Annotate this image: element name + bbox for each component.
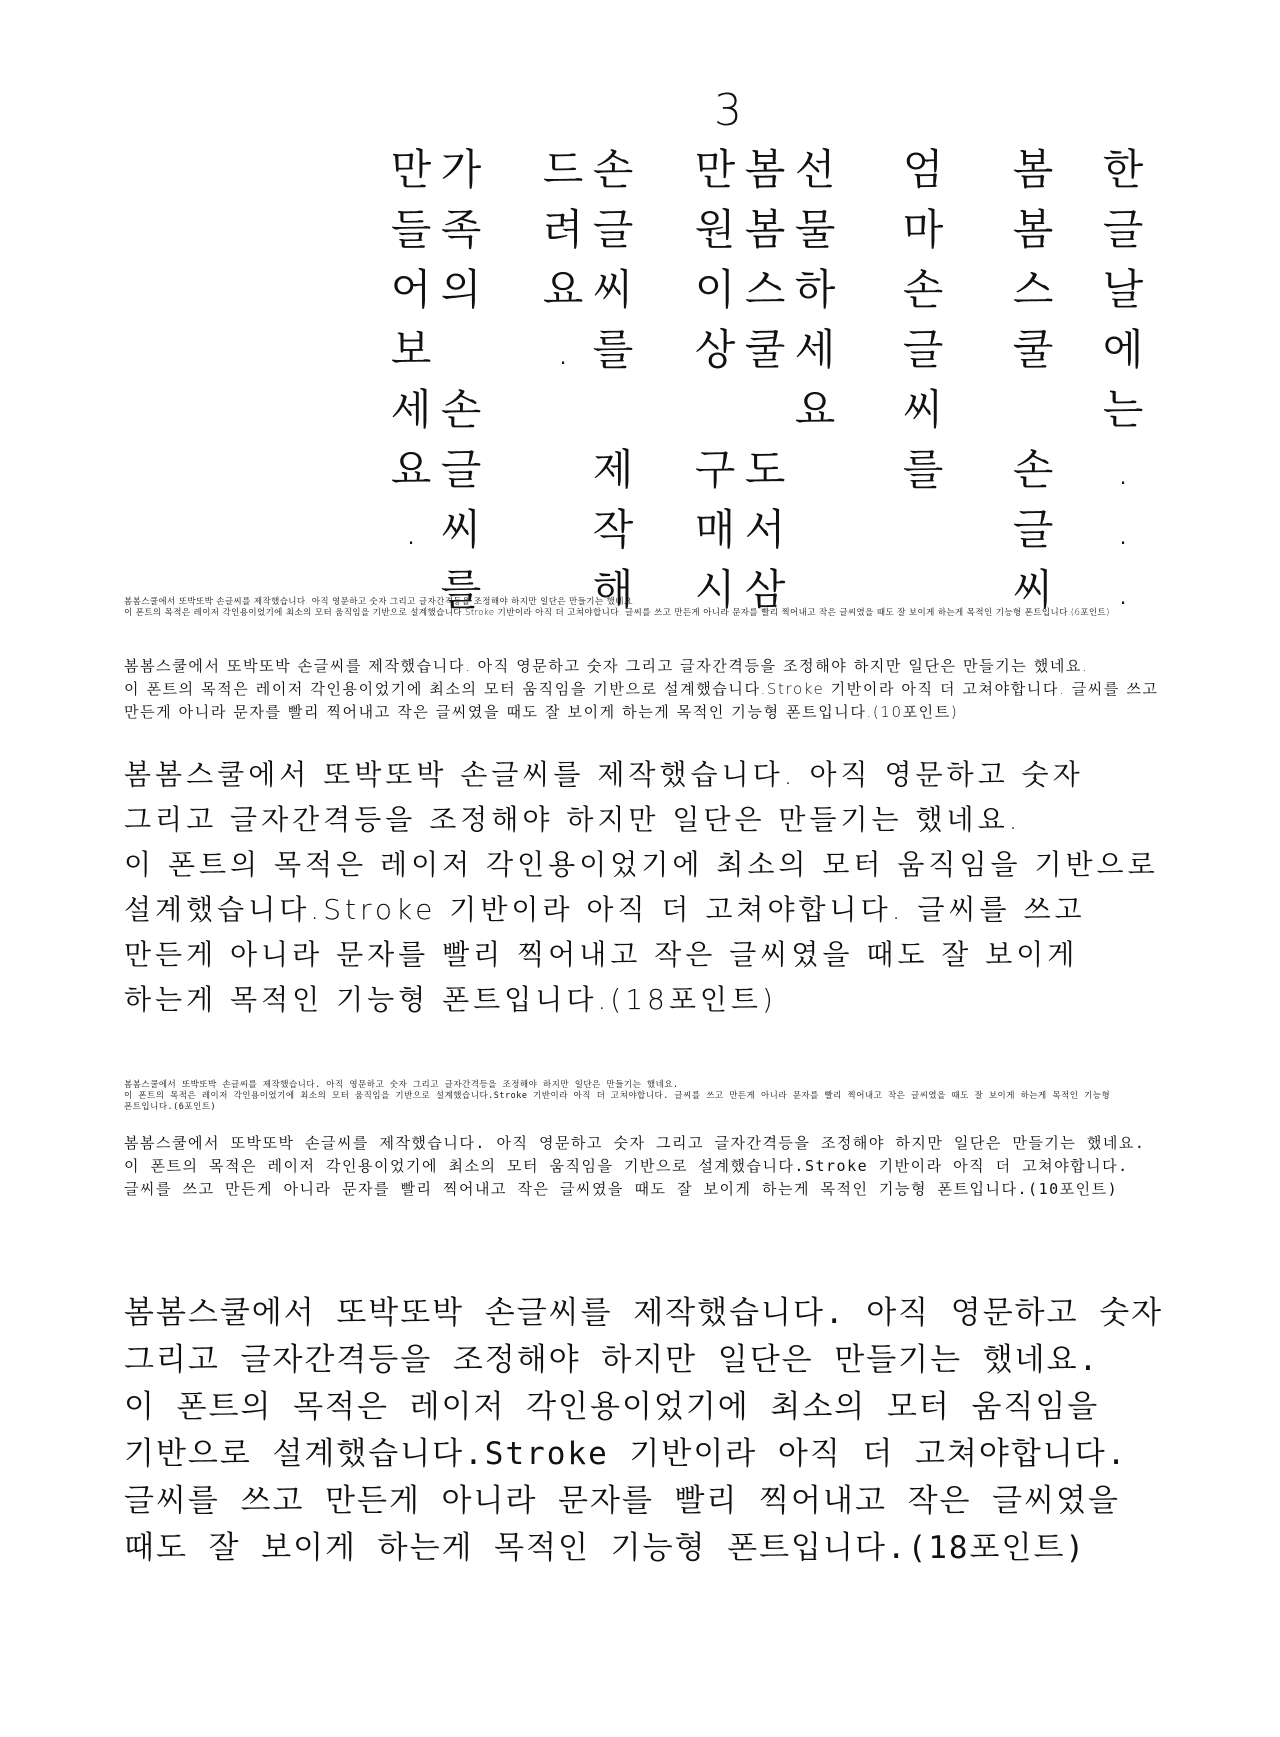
vertical-char: 손 (592, 145, 634, 194)
vertical-char: 를 (440, 565, 482, 614)
vertical-char: 시 (694, 565, 736, 614)
vertical-char: 상 (694, 325, 736, 374)
vertical-char: 만 (390, 145, 432, 194)
vertical-column (536, 140, 590, 380)
sample-10pt-light (124, 655, 1164, 724)
sample-6pt-mono (124, 1080, 1164, 1113)
vertical-char: 글 (1012, 505, 1054, 554)
sample-line: 봄봄스쿨에서 또박또박 손글씨를 제작했습니다. 아직 영문하고 숫자 그리고 글자간격등을 조정해야 하지만 일단은 만들기는 했네요. (124, 597, 636, 607)
vertical-char: 씨 (592, 265, 634, 314)
sample-line: 봄봄스쿨에서 또박또박 손글씨를 제작했습니다. 아직 영문하고 숫자 그리고 글자간격등을 조정해야 하지만 일단은 만들기는 했네요. (124, 657, 1089, 675)
vertical-char: 선 (794, 145, 836, 194)
vertical-char: 의 (440, 265, 482, 314)
vertical-column (1096, 140, 1150, 620)
sample-line: 봄봄스쿨에서 또박또박 손글씨를 제작했습니다. 아직 영문하고 숫자 그리고 글자간격등을 조정해야 하지만 일단은 만들기는 했네요. (124, 1134, 1146, 1152)
vertical-char: 세 (794, 325, 836, 374)
vertical-char: 손 (440, 385, 482, 434)
vertical-char: 족 (440, 205, 482, 254)
vertical-char: 들 (390, 205, 432, 254)
sample-line: 이 폰트의 목적은 레이저 각인용이었기에 최소의 모터 움직임을 기반으로 설계했습니다.Stroke 기반이라 아직 더 고쳐야합니다. 글씨를 쓰고 만든게 아니라 문자를 빨리 찍어내고 작은 글씨였을 때도 잘 보이게 하는게 목적인 기능형 폰트입니다.(10포인트) (124, 1157, 1129, 1198)
vertical-char: 봄 (1012, 145, 1054, 194)
vertical-char: 에 (1102, 325, 1144, 374)
vertical-char: . (1116, 445, 1130, 494)
vertical-char: 삼 (744, 565, 786, 614)
vertical-column (896, 140, 950, 500)
vertical-char: 글 (592, 205, 634, 254)
vertical-char: 손 (1012, 445, 1054, 494)
sample-6pt-light (124, 597, 1164, 619)
sample-line: 이 폰트의 목적은 레이저 각인용이었기에 최소의 모터 움직임을 기반으로 설계했습니다.Stroke 기반이라 아직 더 고쳐야합니다. 글씨를 쓰고 만든게 아니라 문자를 빨리 찍어내고 작은 글씨였을 때도 잘 보이게 하는게 목적인 기능형 폰트입니다.(18포인트) (124, 1389, 1128, 1566)
vertical-char: . (404, 505, 418, 554)
vertical-char: 씨 (1012, 565, 1054, 614)
vertical-char: 스 (1012, 265, 1054, 314)
vertical-char: 엄 (902, 145, 944, 194)
vertical-char: 씨 (902, 385, 944, 434)
vertical-char: 요 (542, 265, 584, 314)
vertical-column (788, 140, 842, 440)
vertical-char: 작 (592, 505, 634, 554)
vertical-column (1006, 140, 1060, 620)
vertical-char (606, 380, 619, 440)
vertical-char: 글 (1102, 205, 1144, 254)
sample-10pt-mono (124, 1132, 1164, 1201)
sample-line: 이 폰트의 목적은 레이저 각인용이었기에 최소의 모터 움직임을 기반으로 설계했습니다.Stroke 기반이라 아직 더 고쳐야합니다. 글씨를 쓰고 만든게 아니라 문자를 빨리 찍어내고 작은 글씨였을 때도 잘 보이게 하는게 목적인 기능형 폰트입니다.(18포인트) (124, 848, 1159, 1016)
vertical-char: 구 (694, 445, 736, 494)
vertical-char: 는 (1102, 385, 1144, 434)
vertical-char (1026, 380, 1039, 440)
vertical-char: 글 (440, 445, 482, 494)
sample-line: 이 폰트의 목적은 레이저 각인용이었기에 최소의 모터 움직임을 기반으로 설계했습니다.Stroke 기반이라 아직 더 고쳐야합니다. 글씨를 쓰고 만든게 아니라 문자를 빨리 찍어내고 작은 글씨였을 때도 잘 보이게 하는게 목적인 기능형 폰트입니다.(10포인트) (124, 680, 1159, 721)
vertical-char: . (1116, 505, 1130, 554)
vertical-char: 요 (794, 385, 836, 434)
vertical-char (454, 320, 467, 380)
vertical-char: 어 (390, 265, 432, 314)
vertical-char: 를 (902, 445, 944, 494)
vertical-char: 매 (694, 505, 736, 554)
sample-line: 봄봄스쿨에서 또박또박 손글씨를 제작했습니다. 아직 영문하고 숫자 그리고 글자간격등을 조정해야 하지만 일단은 만들기는 했네요. (124, 758, 1084, 836)
vertical-char: 봄 (744, 145, 786, 194)
vertical-column (434, 140, 488, 620)
sample-line: 봄봄스쿨에서 또박또박 손글씨를 제작했습니다. 아직 영문하고 숫자 그리고 글자간격등을 조정해야 하지만 일단은 만들기는 했네요. (124, 1295, 1164, 1378)
vertical-char: . (556, 325, 570, 374)
sample-line: 이 폰트의 목적은 레이저 각인용이었기에 최소의 모터 움직임을 기반으로 설계했습니다.Stroke 기반이라 아직 더 고쳐야합니다. 글씨를 쓰고 만든게 아니라 문자를 빨리 찍어내고 작은 글씨였을 때도 잘 보이게 하는게 목적인 기능형 폰트입니다.(6포인트) (124, 608, 1110, 618)
vertical-char: 제 (592, 445, 634, 494)
vertical-char: 한 (1102, 145, 1144, 194)
vertical-char: 하 (794, 265, 836, 314)
sample-line: 이 폰트의 목적은 레이저 각인용이었기에 최소의 모터 움직임을 기반으로 설계했습니다.Stroke 기반이라 아직 더 고쳐야합니다. 글씨를 쓰고 만든게 아니라 문자를 빨리 찍어내고 작은 글씨였을 때도 잘 보이게 하는게 목적인 기능형 폰트입니다.(6포인트) (124, 1091, 1111, 1112)
vertical-char: 도 (744, 445, 786, 494)
vertical-char: 물 (794, 205, 836, 254)
vertical-char: 를 (592, 325, 634, 374)
vertical-char: 손 (902, 265, 944, 314)
vertical-char: 만 (694, 145, 736, 194)
vertical-char: 세 (390, 385, 432, 434)
vertical-char: 요 (390, 445, 432, 494)
vertical-column (738, 140, 792, 620)
sample-line: 봄봄스쿨에서 또박또박 손글씨를 제작했습니다. 아직 영문하고 숫자 그리고 글자간격등을 조정해야 하지만 일단은 만들기는 했네요. (124, 1080, 679, 1090)
vertical-column (688, 140, 742, 620)
vertical-char: 이 (694, 265, 736, 314)
vertical-char: 마 (902, 205, 944, 254)
vertical-char (758, 380, 771, 440)
vertical-column (384, 140, 438, 560)
vertical-char: 날 (1102, 265, 1144, 314)
sample-18pt-mono (124, 1290, 1164, 1572)
vertical-char: 봄 (744, 205, 786, 254)
vertical-char (708, 380, 721, 440)
vertical-char: 봄 (1012, 205, 1054, 254)
vertical-char: 보 (390, 325, 432, 374)
vertical-char: 원 (694, 205, 736, 254)
vertical-char: . (1116, 565, 1130, 614)
vertical-char: 스 (744, 265, 786, 314)
vertical-title-area (390, 80, 1180, 614)
vertical-char: 쿨 (1012, 325, 1054, 374)
sample-18pt-light (124, 752, 1164, 1022)
vertical-column (586, 140, 640, 620)
vertical-char: 가 (440, 145, 482, 194)
vertical-char: 씨 (440, 505, 482, 554)
vertical-char: 해 (592, 565, 634, 614)
vertical-char: 쿨 (744, 325, 786, 374)
vertical-char: 드 (542, 145, 584, 194)
vertical-char: 글 (902, 325, 944, 374)
vertical-char: 려 (542, 205, 584, 254)
page-number: 3 (714, 85, 742, 136)
vertical-char: 서 (744, 505, 786, 554)
